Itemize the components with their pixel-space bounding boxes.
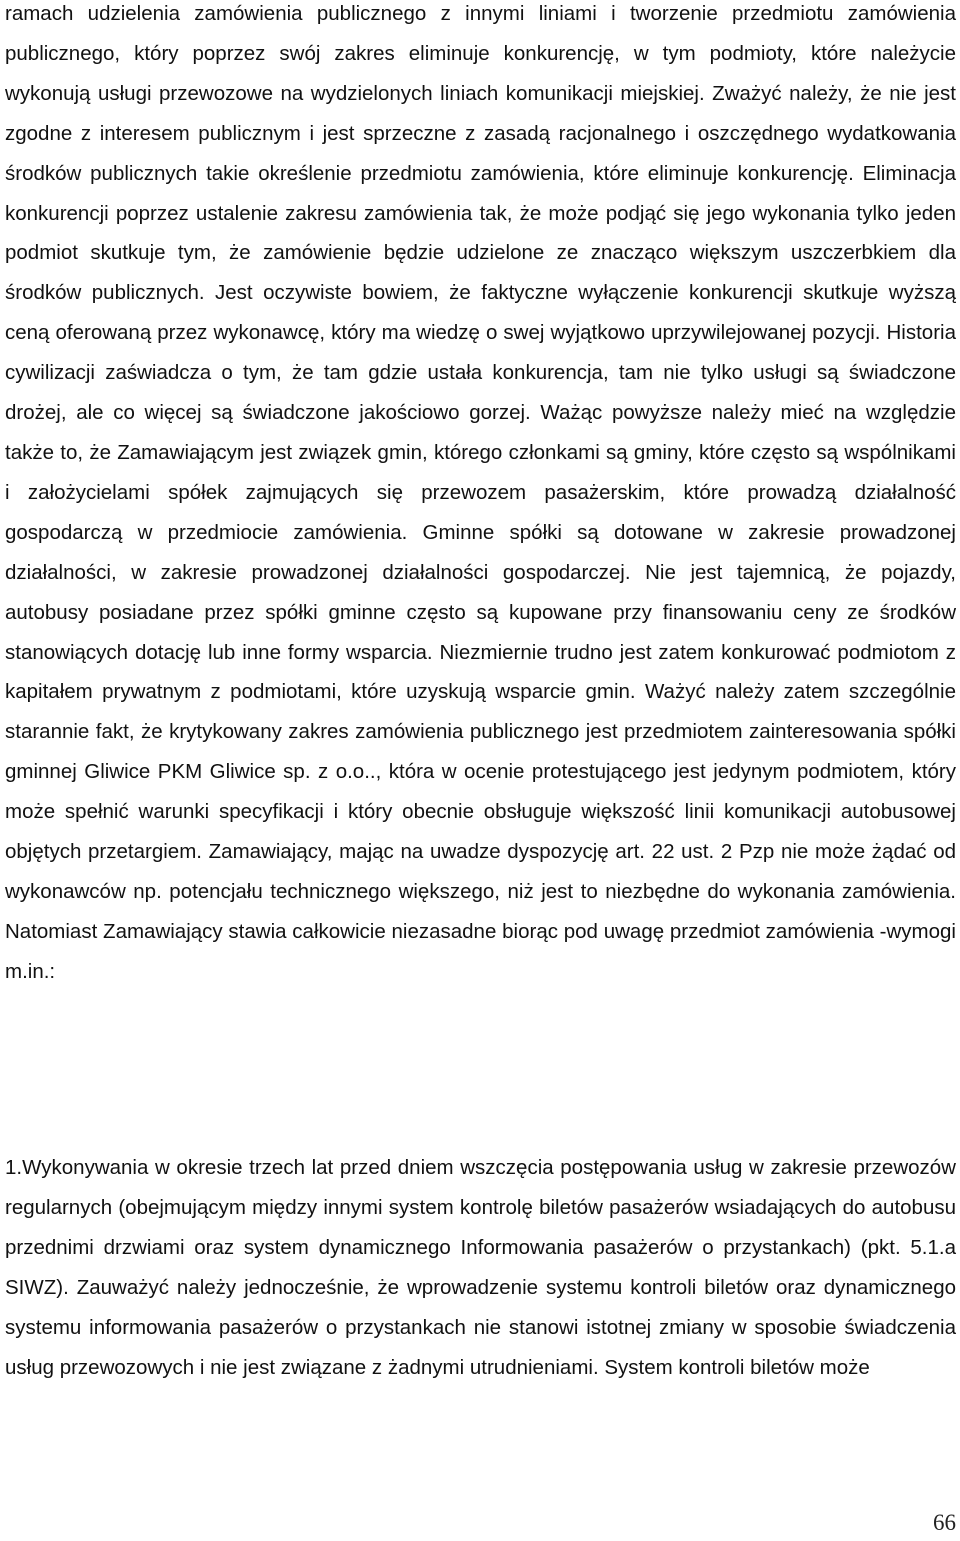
page-number: 66 [933, 1510, 956, 1535]
paragraph-list-item-1: 1.Wykonywania w okresie trzech lat przed dniem wszczęcia postępowania usług w zakresie przewozów regularnych (obejmującym między innymi system kontrolę biletów pasażerów wsiadających do autobusu przednimi drzwiami oraz system dynamicznego Informowania pasażerów o przystankach) (pkt. 5.1.a SIWZ). Zauważyć należy jednocześnie, że wprowadzenie systemu kontroli biletów oraz dynamicznego systemu informowania pasażerów o przystankach nie stanowi istotnej zmiany w sposobie świadczenia usług przewozowych i nie jest związane z żadnymi utrudnieniami. System kontroli biletów może [5, 1156, 956, 1379]
paragraph-main: ramach udzielenia zamówienia publicznego z innymi liniami i tworzenie przedmiotu zamówienia publicznego, który poprzez swój zakres eliminuje konkurencję, w tym podmioty, które należycie wykonują usługi przewozowe na wydzielonych liniach komunikacji miejskiej. Zważyć należy, że nie jest zgodne z interesem publicznym i jest sprzeczne z zasadą racjonalnego i oszczędnego wydatkowania środków publicznych takie określenie przedmiotu zamówienia, które eliminuje konkurencję. Eliminacja konkurencji poprzez ustalenie zakresu zamówienia tak, że może podjąć się jego wykonania tylko jeden podmiot skutkuje tym, że zamówienie będzie udzielone ze znacząco większym uszczerbkiem dla środków publicznych. Jest oczywiste bowiem, że faktyczne wyłączenie konkurencji skutkuje wyższą ceną oferowaną przez wykonawcę, który ma wiedzę o swej wyjątkowo uprzywilejowanej pozycji. Historia cywilizacji zaświadcza o tym, że tam gdzie ustała konkurencja, tam nie tylko usługi są świadczone drożej, ale co więcej są świadczone jakościowo gorzej. Ważąc powyższe należy mieć na względzie także to, że Zamawiającym jest związek gmin, którego członkami są gminy, które często są wspólnikami i założycielami spółek zajmujących się przewozem pasażerskim, które prowadzą działalność gospodarczą w przedmiocie zamówienia. Gminne spółki są dotowane w zakresie prowadzonej działalności, w zakresie prowadzonej działalności gospodarczej. Nie jest tajemnicą, że pojazdy, autobusy posiadane przez spółki gminne często są kupowane przy finansowaniu ceny ze środków stanowiących dotację lub inne formy wsparcia. Niezmiernie trudno jest zatem konkurować podmiotom z kapitałem prywatnym z podmiotami, które uzyskują wsparcie gmin. Ważyć należy zatem szczególnie starannie fakt, że krytykowany zakres zamówienia publicznego jest przedmiotem zainteresowania spółki gminnej Gliwice PKM Gliwice sp. z o.o.., która w ocenie protestującego jest jedynym podmiotem, który może spełnić warunki specyfikacji i który obecnie obsługuje większość linii komunikacji autobusowej objętych przetargiem. Zamawiający, mając na uwadze dyspozycję art. 22 ust. 2 Pzp nie może żądać od wykonawców np. potencjału technicznego większego, niż jest to niezbędne do wykonania zamówienia. Natomiast Zamawiający stawia całkowicie niezasadne biorąc pod uwagę przedmiot zamówienia -wymogi m.in.: [5, 2, 956, 983]
